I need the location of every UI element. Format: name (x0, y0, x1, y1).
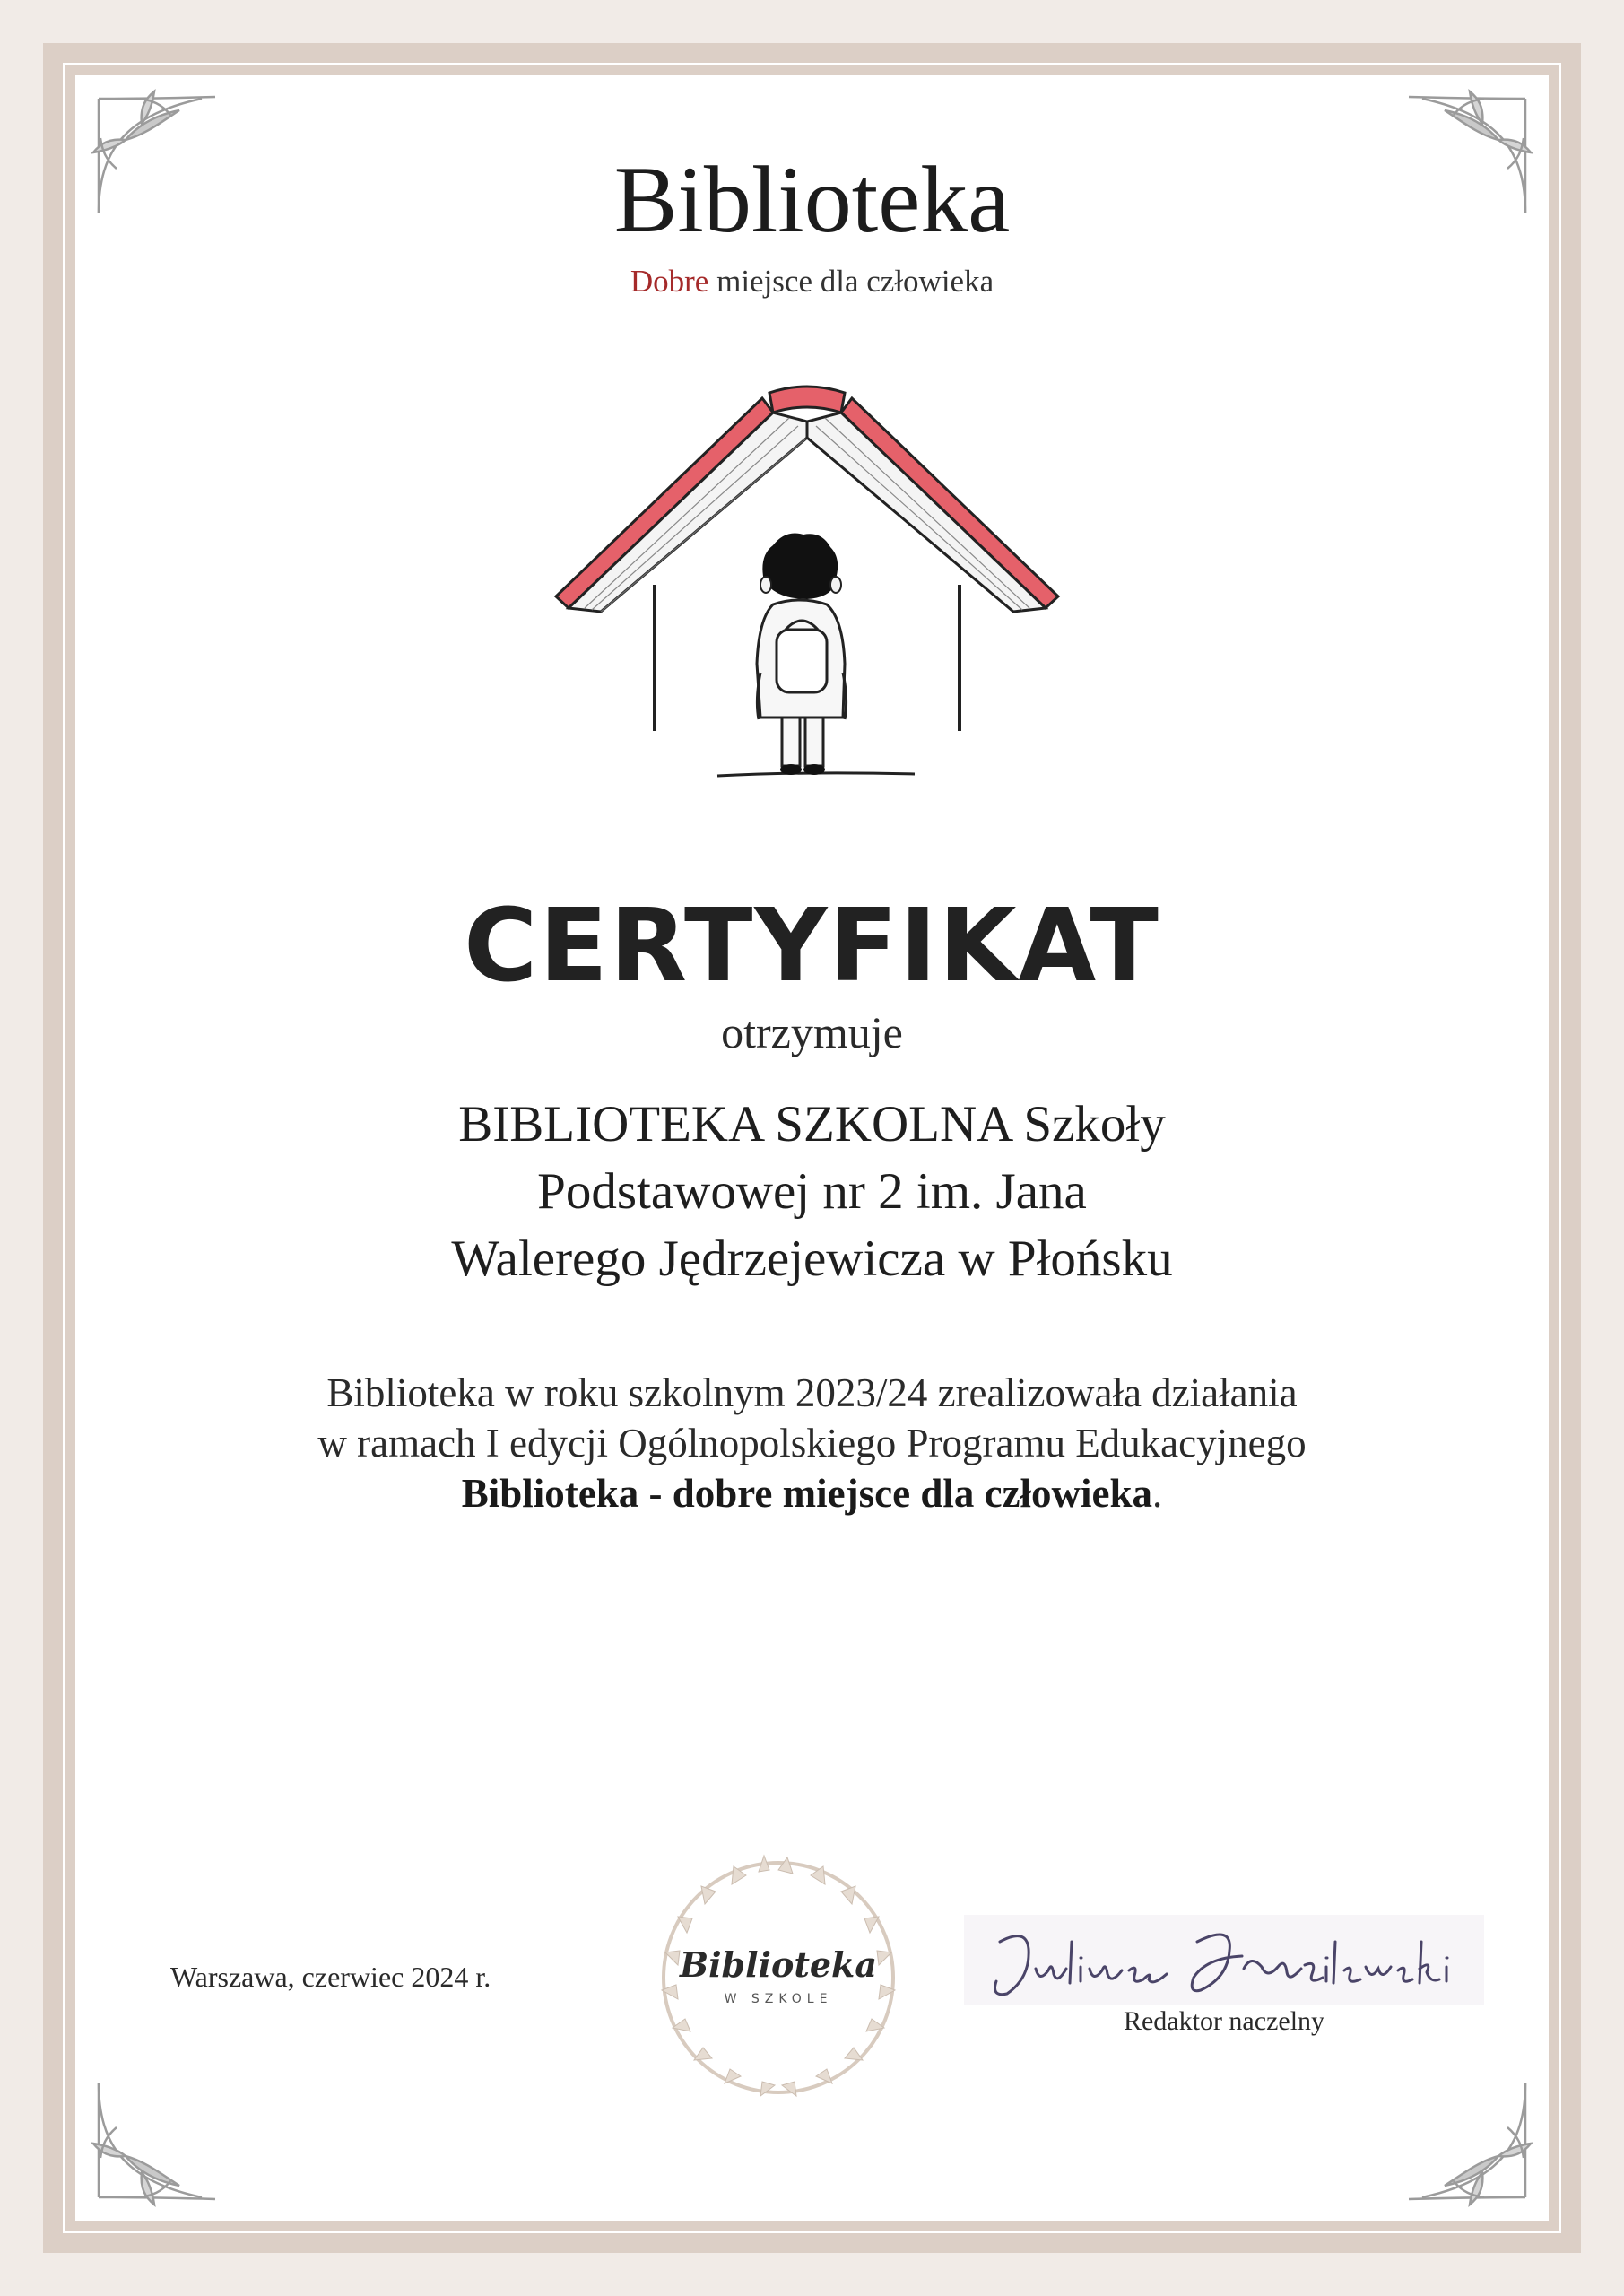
book-roof-child-icon (538, 377, 1076, 798)
signature-image (964, 1915, 1484, 2005)
seal-stamp (635, 1834, 922, 2121)
program-line (161, 1468, 1463, 1518)
certificate-title: CERTYFIKAT (464, 888, 1160, 1004)
body-line: Biblioteka w roku szkolnym 2023/24 zrealizowała działania (326, 1370, 1298, 1415)
corner-ornament-bottom-left-icon (90, 2074, 224, 2208)
receives-label: otrzymuje (721, 1007, 903, 1057)
brand-subtitle-rest: miejsce dla człowieka (708, 264, 994, 299)
program-suffix: . (1152, 1471, 1163, 1516)
recipient-line: Walerego Jędrzejewicza w Płońsku (451, 1231, 1173, 1287)
brand-subtitle-accent: Dobre (630, 264, 709, 299)
signature-role: Redaktor naczelny (1123, 2006, 1325, 2036)
certificate-body (161, 1368, 1463, 1518)
corner-ornament-bottom-right-icon (1400, 2074, 1534, 2208)
seal-title: Biblioteka (679, 1944, 878, 1985)
recipient-name (341, 1091, 1283, 1292)
program-name: Biblioteka - dobre miejsce dla człowieka (461, 1471, 1153, 1516)
recipient-line: BIBLIOTEKA SZKOLNA Szkoły (458, 1096, 1166, 1152)
handwritten-signature-icon (964, 1915, 1484, 2005)
brand-title: Biblioteka (613, 147, 1011, 252)
place-date: Warszawa, czerwiec 2024 r. (170, 1961, 491, 1993)
brand-subtitle (0, 264, 1624, 300)
recipient-line: Podstawowej nr 2 im. Jana (537, 1163, 1087, 1220)
body-line: w ramach I edycji Ogólnopolskiego Programu Edukacyjnego (317, 1421, 1307, 1465)
seal-subtitle: W SZKOLE (724, 1992, 833, 2006)
